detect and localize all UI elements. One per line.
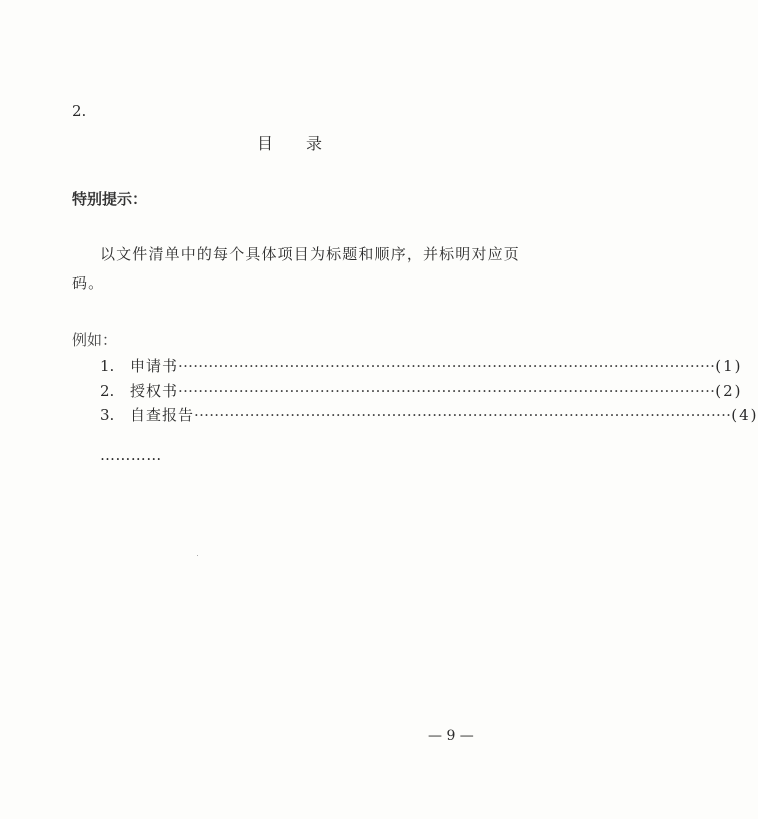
toc-entry-number: 2. bbox=[100, 382, 115, 400]
toc-entry-number: 1. bbox=[100, 357, 115, 375]
notice-heading: 特别提示： bbox=[72, 190, 148, 208]
page-number: — 9 — bbox=[428, 728, 474, 744]
toc-entry-number: 3. bbox=[100, 406, 115, 424]
toc-entry-page: (2) bbox=[715, 382, 743, 400]
toc-dot-leader: ·········································································································· bbox=[194, 406, 732, 424]
toc-dot-leader: ·········································································································· bbox=[178, 357, 716, 375]
toc-entry bbox=[100, 355, 743, 377]
toc-entry-title: 自查报告 bbox=[130, 406, 195, 424]
toc-entry-page: (4) bbox=[731, 406, 758, 424]
toc-entry-title: 申请书 bbox=[130, 357, 179, 375]
toc-entry-title: 授权书 bbox=[130, 382, 179, 400]
toc-entry bbox=[100, 404, 758, 426]
continuation-ellipsis: ………… bbox=[100, 446, 162, 464]
toc-dot-leader: ·········································································································· bbox=[178, 382, 716, 400]
section-number: 2. bbox=[72, 102, 87, 120]
toc-entry-page: (1) bbox=[715, 357, 743, 375]
page-title: 目 录 bbox=[256, 134, 337, 153]
example-label: 例如： bbox=[72, 331, 118, 349]
scan-speck bbox=[197, 555, 198, 556]
toc-entry bbox=[100, 380, 743, 402]
notice-text-line-1: 以文件清单中的每个具体项目为标题和顺序，并标明对应页 bbox=[100, 245, 520, 263]
notice-text-line-2: 码。 bbox=[72, 274, 105, 292]
